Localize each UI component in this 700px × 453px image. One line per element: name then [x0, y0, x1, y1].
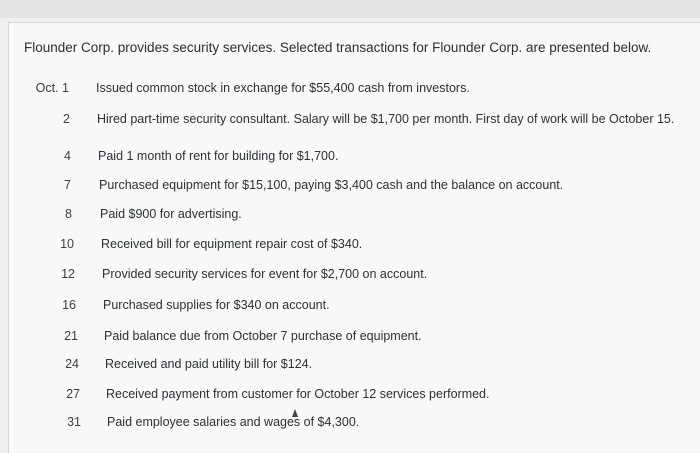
transaction-row	[9, 81, 700, 101]
transaction-description: Paid employee salaries and wages of $4,300.	[107, 415, 360, 429]
transaction-description: Hired part-time security consultant. Salary will be $1,700 per month. First day of work will be October 15.	[97, 112, 675, 126]
transaction-row	[9, 267, 700, 287]
transaction-description: Received payment from customer for October 12 services performed.	[106, 387, 490, 401]
transaction-date: 24	[65, 357, 79, 371]
transaction-row	[9, 112, 700, 132]
transaction-date: 16	[62, 298, 76, 312]
transaction-description: Provided security services for event for $2,700 on account.	[102, 267, 428, 281]
intro-text: Flounder Corp. provides security services. Selected transactions for Flounder Corp. are presented below.	[24, 40, 652, 55]
transaction-description: Purchased equipment for $15,100, paying $3,400 cash and the balance on account.	[99, 178, 564, 192]
transaction-date: 27	[66, 387, 80, 401]
transaction-description: Paid balance due from October 7 purchase of equipment.	[104, 329, 422, 343]
transaction-description: Received bill for equipment repair cost of $340.	[101, 237, 363, 251]
transaction-row	[9, 329, 700, 349]
transaction-date: 21	[64, 329, 78, 343]
transaction-date: 31	[67, 415, 81, 429]
transaction-date: 12	[61, 267, 75, 281]
transaction-description: Issued common stock in exchange for $55,400 cash from investors.	[96, 81, 470, 95]
transaction-date: 7	[64, 178, 71, 192]
problem-card	[8, 22, 700, 453]
transaction-date: 4	[64, 149, 71, 163]
transaction-row	[9, 149, 700, 169]
mouse-cursor-icon	[292, 409, 298, 417]
transaction-description: Purchased supplies for $340 on account.	[103, 298, 330, 312]
transaction-row	[9, 237, 700, 257]
transaction-row	[9, 207, 700, 227]
transaction-row	[9, 387, 700, 407]
transaction-row	[9, 415, 700, 435]
transaction-date: 10	[60, 237, 74, 251]
transaction-description: Paid 1 month of rent for building for $1,700.	[98, 149, 339, 163]
top-strip	[0, 0, 700, 18]
transaction-row	[9, 178, 700, 198]
transaction-date: 8	[65, 207, 72, 221]
transaction-row	[9, 298, 700, 318]
transaction-row	[9, 357, 700, 377]
transaction-description: Received and paid utility bill for $124.	[105, 357, 313, 371]
transaction-date: 2	[63, 112, 70, 126]
transaction-description: Paid $900 for advertising.	[100, 207, 242, 221]
transaction-date: Oct. 1	[35, 81, 69, 95]
